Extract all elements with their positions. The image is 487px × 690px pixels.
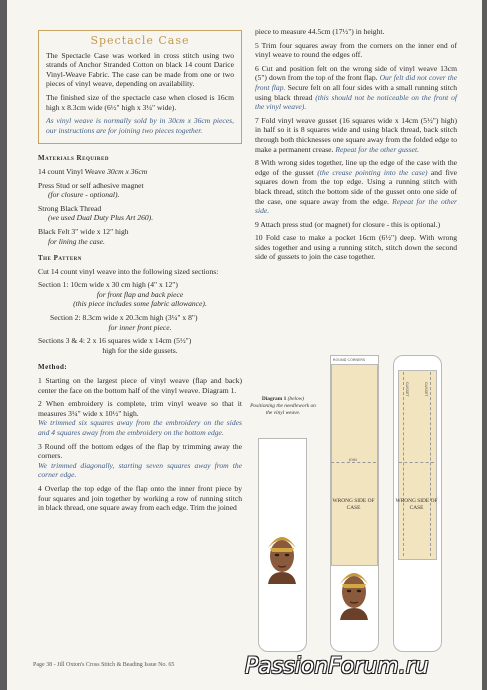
method-step-9: 9 Attach press stud (or magnet) for closure - this is optional.) [255, 219, 441, 229]
join-line [331, 462, 376, 463]
method-step-1: 1 Starting on the largest piece of vinyl weave (flap and back) center the face on the bottom half of the vinyl weave. Diagram 1. [38, 376, 242, 395]
watermark: PassionForum.ru [245, 654, 429, 679]
method-step-2: 2 When embroidery is complete, trim vinyl weave so that it measures 3¼" wide x 10½" high. We trimmed six squares away from the embroidery on the sides and 4 squares away from the embroidery on the bottom edge. [38, 399, 242, 437]
gusset-left-label: GUSSET [405, 382, 409, 397]
section-3-4: Sections 3 & 4: 2 x 16 squares wide x 14cm (5½") high for the side gussets. [38, 336, 192, 355]
method-step-6: 6 Cut and position felt on the wrong side of vinyl weave 13cm (5") down from the top of the front flap. Our felt did not cover the front flap. Secure felt on all four sides with a small running stitch using black thread (this should not be noticeable on the front of the vinyl weave). [255, 63, 457, 112]
wrong-side-label-2: WRONG SIDE OF CASE [395, 498, 438, 511]
method-step-5: 5 Trim four squares away from the corners on the inner end of vinyl weave to round the edges off. [255, 40, 457, 60]
fold-line [399, 462, 434, 463]
method-step-3: 3 Round off the bottom edges of the flap by trimming away the corners. We trimmed diagonally, starting seven squares away from the corner edge. [38, 441, 242, 480]
page-title: Spectacle Case [90, 34, 190, 47]
round-corners-label: ROUND CORNERS [333, 358, 366, 362]
step-4-continued: piece to measure 44.5cm (17½") in height. [255, 27, 385, 36]
diagram-caption: Diagram 1 (below) Positioning the needlework on the vinyl weave. [250, 396, 316, 416]
join-label: JOIN [349, 458, 357, 462]
method-step-7: 7 Fold vinyl weave gusset (16 squares wide x 14cm (5½") high) in half so it is 8 squares wide and using black thread, back stitch through both thicknesses one square away from the folded edge to make a permanent crease. Repeat for the other gusset. [255, 115, 457, 154]
method-heading: Method: [38, 363, 68, 372]
method-step-10: 10 Fold case to make a pocket 16cm (6½") deep. With wrong sides together and using a running stitch, stitch down the second side of gussets to join the case together. [255, 233, 457, 262]
section-2: Section 2: 8.3cm wide x 20.3cm high (3¼" x 8") for inner front piece. [50, 313, 198, 332]
left-column [38, 30, 242, 517]
page-edge-right [482, 0, 487, 690]
gusset-left-line [403, 372, 404, 556]
size-text: The finished size of the spectacle case when closed is 16cm high x 8.3cm wide (6½" high x 3¼" wide). [46, 92, 234, 112]
material-item: Strong Black Thread (we used Dual Duty Plus Art 260). [38, 203, 154, 223]
material-item: Black Felt 3" wide x 12" high for lining the case. [38, 226, 129, 246]
intro-text: The Spectacle Case was worked in cross stitch using two strands of Anchor Stranded Cotton on black 14 count Darice Vinyl-Weave Fabric. The case can be made from one or two pieces of vinyl weave, depending on availability. [46, 50, 234, 89]
pattern-heading: The Pattern [38, 254, 82, 263]
material-item: 14 count Vinyl Weave 30cm x 36cm [38, 166, 148, 176]
materials-heading: Materials Required [38, 154, 109, 163]
section-1: Section 1: 10cm wide x 30 cm high (4" x 12") for front flap and back piece (this piece includes some fabric allowance). [38, 280, 207, 309]
face-embroidery-2 [334, 558, 374, 620]
page-edge-left [0, 0, 7, 690]
wrong-side-felt-panel [331, 364, 378, 566]
wrong-side-label: WRONG SIDE OF CASE [332, 498, 375, 511]
right-column [255, 27, 457, 266]
intro-box [38, 30, 242, 144]
material-item: Press Stud or self adhesive magnet (for closure - optional). [38, 180, 144, 200]
face-embroidery-1 [262, 522, 302, 584]
method-step-4: 4 Overlap the top edge of the flap onto the inner front piece by four squares and join together by working a row of running stitch in black thread, one square away from each edge. Trim the joined [38, 483, 242, 513]
pattern-intro: Cut 14 count vinyl weave into the following sized sections: [38, 266, 219, 276]
gusset-right-line [430, 372, 431, 556]
intro-note: As vinyl weave is normally sold by in 30cm x 36cm pieces, our instructions are for joining two pieces together. [46, 116, 234, 135]
method-step-8: 8 With wrong sides together, line up the edge of the case with the edge of the gusset (the crease pointing into the case) and five squares down from the top edge. Using a running stitch with black thread, stitch the bottom side of the gusset onto one side of the case, one square away from the edge. Repeat for the other side. [255, 158, 458, 216]
page-footer: Page 38 - Jill Oxton's Cross Stitch & Beading Issue No. 65 [33, 662, 175, 668]
gusset-right-label: GUSSET [424, 382, 428, 397]
